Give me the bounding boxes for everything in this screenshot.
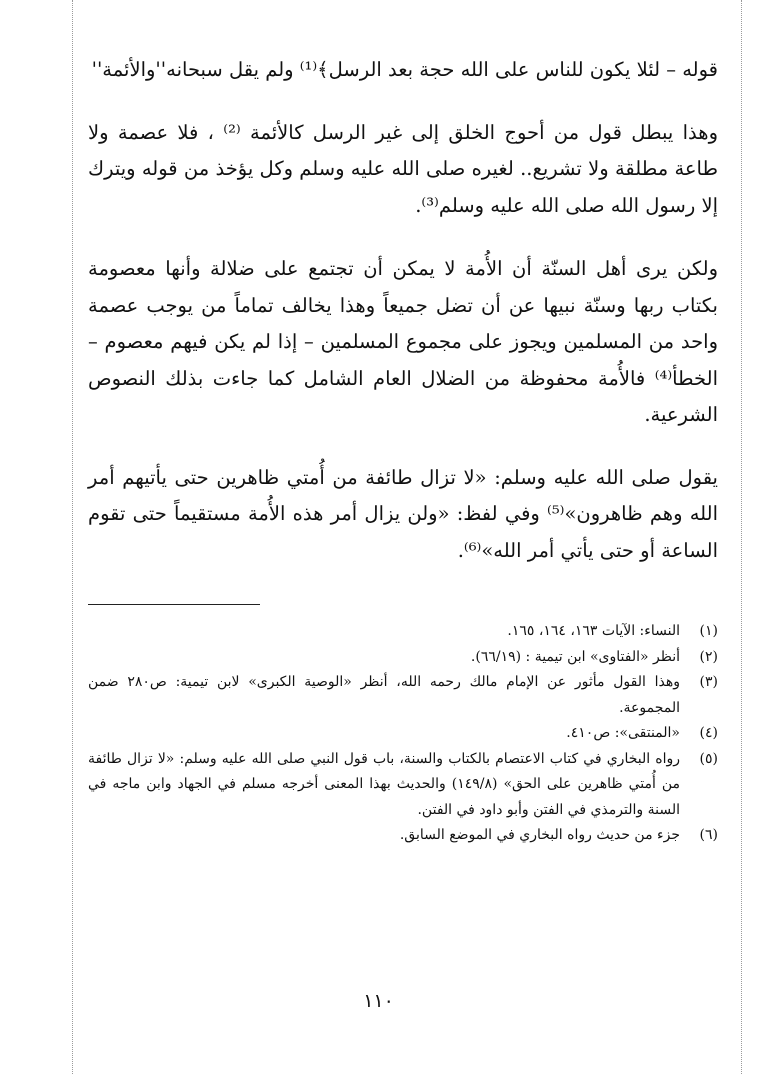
paragraph-1: قوله – لئلا يكون للناس على الله حجة بعد الرسل﴾⁽¹⁾ ولم يقل سبحانه''والأئمة'' [91, 58, 718, 81]
footnote [88, 823, 718, 849]
footnote-text: النساء: الآيات ١٦٣، ١٦٤، ١٦٥. [507, 623, 680, 639]
page-body [88, 52, 718, 849]
footnote-separator [88, 604, 260, 605]
footnote-number: (٣) [699, 674, 718, 690]
footnote-text: وهذا القول مأثور عن الإمام مالك رحمه الله، أنظر «الوصية الكبرى» لابن تيمية: ص٢٨٠ ضمن المجموعة. [88, 674, 680, 716]
footnote [88, 645, 718, 671]
footnote-number: (٢) [699, 648, 718, 665]
right-margin-dotted-line [741, 0, 742, 1074]
footnotes [88, 619, 718, 849]
footnote-text: أنظر «الفتاوى» ابن تيمية : (٦٦/١٩). [470, 648, 680, 665]
paragraph-4: يقول صلى الله عليه وسلم: «لا تزال طائفة من أُمتي ظاهرين حتى يأتيهم أمر الله وهم ظاهرون»⁽⁵⁾ وفي لفظ: «ولن يزال أمر هذه الأُمة مستقيماً حتى تقوم الساعة أو حتى يأتي أمر الله»⁽⁶⁾. [88, 465, 718, 562]
footnote-number: (٥) [699, 750, 718, 767]
footnote [88, 721, 718, 747]
footnote-text: جزء من حديث رواه البخاري في الموضع السابق. [399, 827, 680, 843]
page-number: ١١٠ [363, 990, 394, 1012]
left-margin-dotted-line [72, 0, 73, 1074]
paragraph-3: ولكن يرى أهل السنّة أن الأُمة لا يمكن أن تجتمع على ضلالة وأنها معصومة بكتاب ربها وسنّة نبيها عن أن تضل جميعاً وهذا يخالف تماماً من يوجب عصمة واحد من المسلمين ويجوز على مجموع المسلمين – إذا لم يكن فيهم معصوم – الخطأ⁽⁴⁾ فالأُمة محفوظة من الضلال العام الشامل كما جاءت بذلك النصوص الشرعية. [88, 257, 718, 426]
footnote-number: (١) [699, 623, 718, 639]
footnote-text: «المنتقى»: ص٤١٠. [566, 725, 680, 741]
footnote [88, 619, 718, 645]
footnote-number: (٤) [699, 725, 718, 741]
footnote [88, 747, 718, 824]
footnote [88, 670, 718, 721]
paragraph-2: وهذا يبطل قول من أحوج الخلق إلى غير الرسل كالأئمة ⁽²⁾ ، فلا عصمة ولا طاعة مطلقة ولا تشريع.. لغيره صلى الله عليه وسلم وكل يؤخذ من قوله ويترك إلا رسول الله صلى الله عليه وسلم⁽³⁾. [88, 120, 718, 217]
footnote-number: (٦) [699, 827, 718, 843]
footnote-text: رواه البخاري في كتاب الاعتصام بالكتاب والسنة، باب قول النبي صلى الله عليه وسلم: «لا تزال طائفة من أُمتي ظاهرين على الحق» (١٤٩/٨) والحديث بهذا المعنى أخرجه مسلم في الجهاد وابن ماجه في السنة والترمذي في الفتن وأبو داود في الفتن. [88, 750, 681, 818]
